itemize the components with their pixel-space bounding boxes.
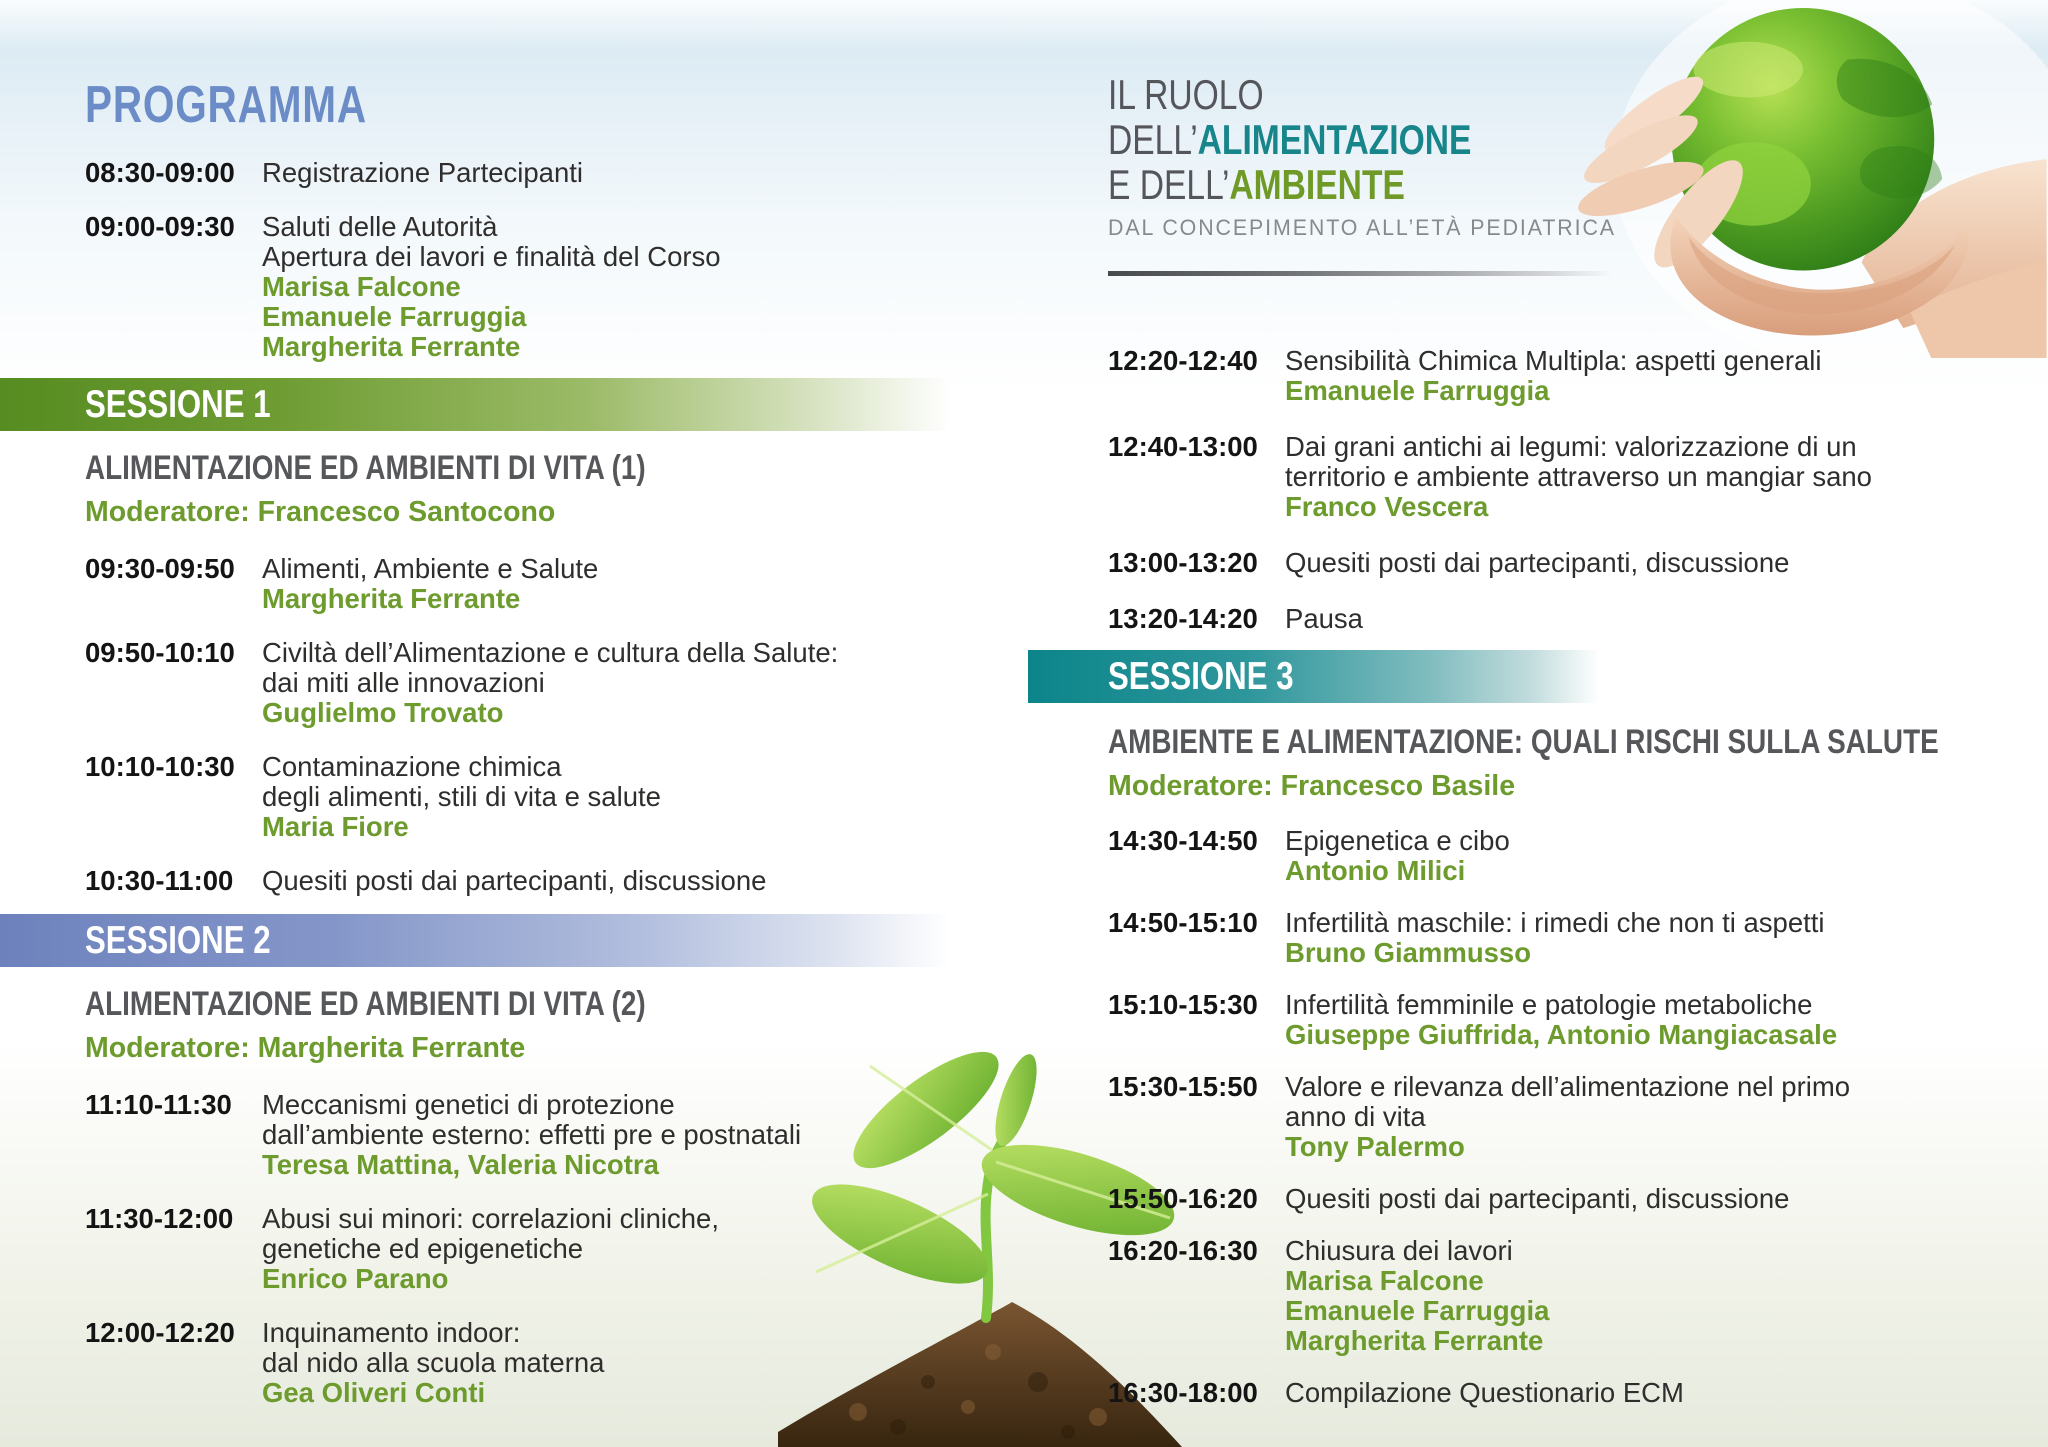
schedule-content — [1285, 604, 1963, 634]
schedule-content — [1285, 1072, 1963, 1162]
speaker-name: Margherita Ferrante — [262, 583, 521, 614]
moderator-label: Moderatore: — [85, 1032, 250, 1064]
schedule-content — [262, 554, 950, 614]
session2-banner-label: SESSIONE 2 — [85, 918, 271, 962]
moderator-name: Francesco Santocono — [257, 496, 556, 528]
item-text-line: Meccanismi genetici di protezione — [262, 1089, 675, 1120]
item-text-line: Civiltà dell’Alimentazione e cultura della Salute: — [262, 637, 839, 668]
speaker-name: Antonio Milici — [1285, 855, 1466, 886]
schedule-content — [1285, 346, 1963, 406]
schedule-content — [1285, 1236, 1963, 1356]
schedule-content — [1285, 1378, 1963, 1408]
event-subtitle: DAL CONCEPIMENTO ALL’ETÀ PEDIATRICA — [1108, 215, 1616, 240]
speaker-name: Emanuele Farruggia — [1285, 1295, 1550, 1326]
schedule-content — [1285, 908, 1963, 968]
schedule-time: 14:30-14:50 — [1108, 825, 1258, 856]
item-text-line: Pausa — [1285, 603, 1363, 634]
schedule-content — [262, 158, 950, 188]
schedule-row — [85, 1318, 950, 1408]
speaker-name: Margherita Ferrante — [1285, 1325, 1544, 1356]
session1-schedule — [85, 554, 950, 896]
schedule-row — [1108, 604, 1963, 634]
schedule-time: 16:20-16:30 — [1108, 1235, 1258, 1266]
schedule-content — [1285, 548, 1963, 578]
schedule-row — [1108, 432, 1963, 522]
item-text-line: Registrazione Partecipanti — [262, 157, 584, 188]
schedule-content — [1285, 1184, 1963, 1214]
schedule-time: 12:40-13:00 — [1108, 431, 1258, 462]
schedule-time: 10:30-11:00 — [85, 865, 234, 896]
schedule-time: 11:30-12:00 — [85, 1203, 234, 1234]
right-column — [1028, 0, 1963, 1408]
speaker-name: Emanuele Farruggia — [262, 301, 527, 332]
schedule-time: 13:00-13:20 — [1108, 547, 1258, 578]
item-text-line: anno di vita — [1285, 1101, 1426, 1132]
speaker-name: Tony Palermo — [1285, 1131, 1465, 1162]
schedule-time: 15:30-15:50 — [1108, 1071, 1258, 1102]
item-text-line: Chiusura dei lavori — [1285, 1235, 1513, 1266]
speaker-name: Maria Fiore — [262, 811, 409, 842]
session1-heading: ALIMENTAZIONE ED AMBIENTI DI VITA (1) — [85, 449, 646, 487]
event-title — [1108, 72, 1792, 207]
moderator-name: Francesco Basile — [1280, 770, 1516, 802]
schedule-content — [262, 1318, 950, 1408]
session2-banner — [0, 914, 950, 967]
item-text-line: Valore e rilevanza dell’alimentazione nel primo — [1285, 1071, 1851, 1102]
schedule-content — [1285, 826, 1963, 886]
item-text-line: Abusi sui minori: correlazioni cliniche, — [262, 1203, 719, 1234]
schedule-time: 12:20-12:40 — [1108, 345, 1258, 376]
schedule-row — [85, 1090, 950, 1180]
schedule-time: 10:10-10:30 — [85, 751, 235, 782]
schedule-row — [1108, 1184, 1963, 1214]
item-text-line: dai miti alle innovazioni — [262, 667, 545, 698]
item-text-line: degli alimenti, stili di vita e salute — [262, 781, 661, 812]
page-title: PROGRAMMA — [85, 76, 367, 134]
speaker-name: Marisa Falcone — [1285, 1265, 1484, 1296]
schedule-content — [262, 212, 950, 362]
session2-schedule — [85, 1090, 950, 1408]
speaker-name: Giuseppe Giuffrida, Antonio Mangiacasale — [1285, 1019, 1838, 1050]
item-text-line: Saluti delle Autorità — [262, 211, 498, 242]
session1-moderator-line — [85, 496, 950, 528]
item-text-line: Quesiti posti dai partecipanti, discussione — [1285, 547, 1790, 578]
item-text-line: Inquinamento indoor: — [262, 1317, 521, 1348]
schedule-time: 16:30-18:00 — [1108, 1377, 1258, 1408]
schedule-time: 08:30-09:00 — [85, 157, 235, 188]
schedule-content — [262, 1090, 950, 1180]
schedule-row — [1108, 826, 1963, 886]
schedule-time: 15:10-15:30 — [1108, 989, 1258, 1020]
item-text-line: Epigenetica e cibo — [1285, 825, 1510, 856]
schedule-row — [85, 158, 950, 188]
session3-moderator-line — [1108, 770, 1963, 802]
schedule-row — [1108, 1236, 1963, 1356]
moderator-name: Margherita Ferrante — [257, 1032, 526, 1064]
speaker-name: Guglielmo Trovato — [262, 697, 504, 728]
event-title-accent-ambiente: AMBIENTE — [1229, 161, 1405, 208]
speaker-name: Enrico Parano — [262, 1263, 449, 1294]
item-text-line: Infertilità maschile: i rimedi che non ti aspetti — [1285, 907, 1825, 938]
schedule-row — [1108, 346, 1963, 406]
schedule-time: 15:50-16:20 — [1108, 1183, 1258, 1214]
moderator-label: Moderatore: — [1108, 770, 1273, 802]
speaker-name: Margherita Ferrante — [262, 331, 521, 362]
speaker-name: Marisa Falcone — [262, 271, 461, 302]
schedule-content — [262, 752, 950, 842]
schedule-content — [1285, 990, 1963, 1050]
item-text-line: Alimenti, Ambiente e Salute — [262, 553, 599, 584]
schedule-row — [85, 752, 950, 842]
schedule-row — [1108, 1072, 1963, 1162]
session3-heading: AMBIENTE E ALIMENTAZIONE: QUALI RISCHI SULLA SALUTE — [1108, 723, 1939, 761]
intro-schedule-left — [85, 158, 950, 362]
schedule-row — [85, 1204, 950, 1294]
schedule-time: 09:00-09:30 — [85, 211, 235, 242]
schedule-time: 11:10-11:30 — [85, 1089, 232, 1120]
schedule-time: 13:20-14:20 — [1108, 603, 1258, 634]
speaker-name: Franco Vescera — [1285, 491, 1489, 522]
item-text-line: Sensibilità Chimica Multipla: aspetti generali — [1285, 345, 1822, 376]
schedule-row — [1108, 990, 1963, 1050]
session2-heading: ALIMENTAZIONE ED AMBIENTI DI VITA (2) — [85, 985, 646, 1023]
title-divider — [1108, 271, 1613, 276]
moderator-label: Moderatore: — [85, 496, 250, 528]
schedule-content — [262, 866, 950, 896]
schedule-row — [85, 638, 950, 728]
event-title-line1: IL RUOLO — [1108, 71, 1264, 118]
item-text-line: territorio e ambiente attraverso un mangiar sano — [1285, 461, 1872, 492]
schedule-row — [1108, 908, 1963, 968]
intro-schedule-right — [1108, 346, 1963, 634]
schedule-time: 09:30-09:50 — [85, 553, 235, 584]
item-text-line: Apertura dei lavori e finalità del Corso — [262, 241, 721, 272]
session3-banner-label: SESSIONE 3 — [1108, 654, 1294, 698]
speaker-name: Teresa Mattina, Valeria Nicotra — [262, 1149, 659, 1180]
schedule-row — [1108, 1378, 1963, 1408]
schedule-row — [1108, 548, 1963, 578]
item-text-line: Contaminazione chimica — [262, 751, 562, 782]
schedule-time: 09:50-10:10 — [85, 637, 235, 668]
schedule-time: 12:00-12:20 — [85, 1317, 235, 1348]
item-text-line: Quesiti posti dai partecipanti, discussione — [1285, 1183, 1790, 1214]
speaker-name: Gea Oliveri Conti — [262, 1377, 486, 1408]
session1-banner — [0, 378, 950, 431]
item-text-line: genetiche ed epigenetiche — [262, 1233, 584, 1264]
session3-banner — [1028, 650, 1600, 703]
event-title-line3: E DELL’AMBIENTE — [1108, 161, 1405, 208]
schedule-content — [1285, 432, 1963, 522]
speaker-name: Emanuele Farruggia — [1285, 375, 1550, 406]
left-column — [0, 0, 950, 1408]
schedule-content — [262, 1204, 950, 1294]
schedule-content — [262, 638, 950, 728]
item-text-line: Infertilità femminile e patologie metaboliche — [1285, 989, 1813, 1020]
session3-schedule — [1108, 826, 1963, 1408]
schedule-row — [85, 866, 950, 896]
event-title-accent-alimentazione: ALIMENTAZIONE — [1197, 116, 1472, 163]
event-title-line2: DELL’ALIMENTAZIONE — [1108, 116, 1472, 163]
session1-banner-label: SESSIONE 1 — [85, 382, 271, 426]
item-text-line: dal nido alla scuola materna — [262, 1347, 605, 1378]
schedule-time: 14:50-15:10 — [1108, 907, 1258, 938]
item-text-line: Dai grani antichi ai legumi: valorizzazione di un — [1285, 431, 1857, 462]
item-text-line: Quesiti posti dai partecipanti, discussione — [262, 865, 767, 896]
item-text-line: dall’ambiente esterno: effetti pre e postnatali — [262, 1119, 802, 1150]
schedule-row — [85, 212, 950, 362]
speaker-name: Bruno Giammusso — [1285, 937, 1532, 968]
session2-moderator-line — [85, 1032, 950, 1064]
schedule-row — [85, 554, 950, 614]
item-text-line: Compilazione Questionario ECM — [1285, 1377, 1684, 1408]
